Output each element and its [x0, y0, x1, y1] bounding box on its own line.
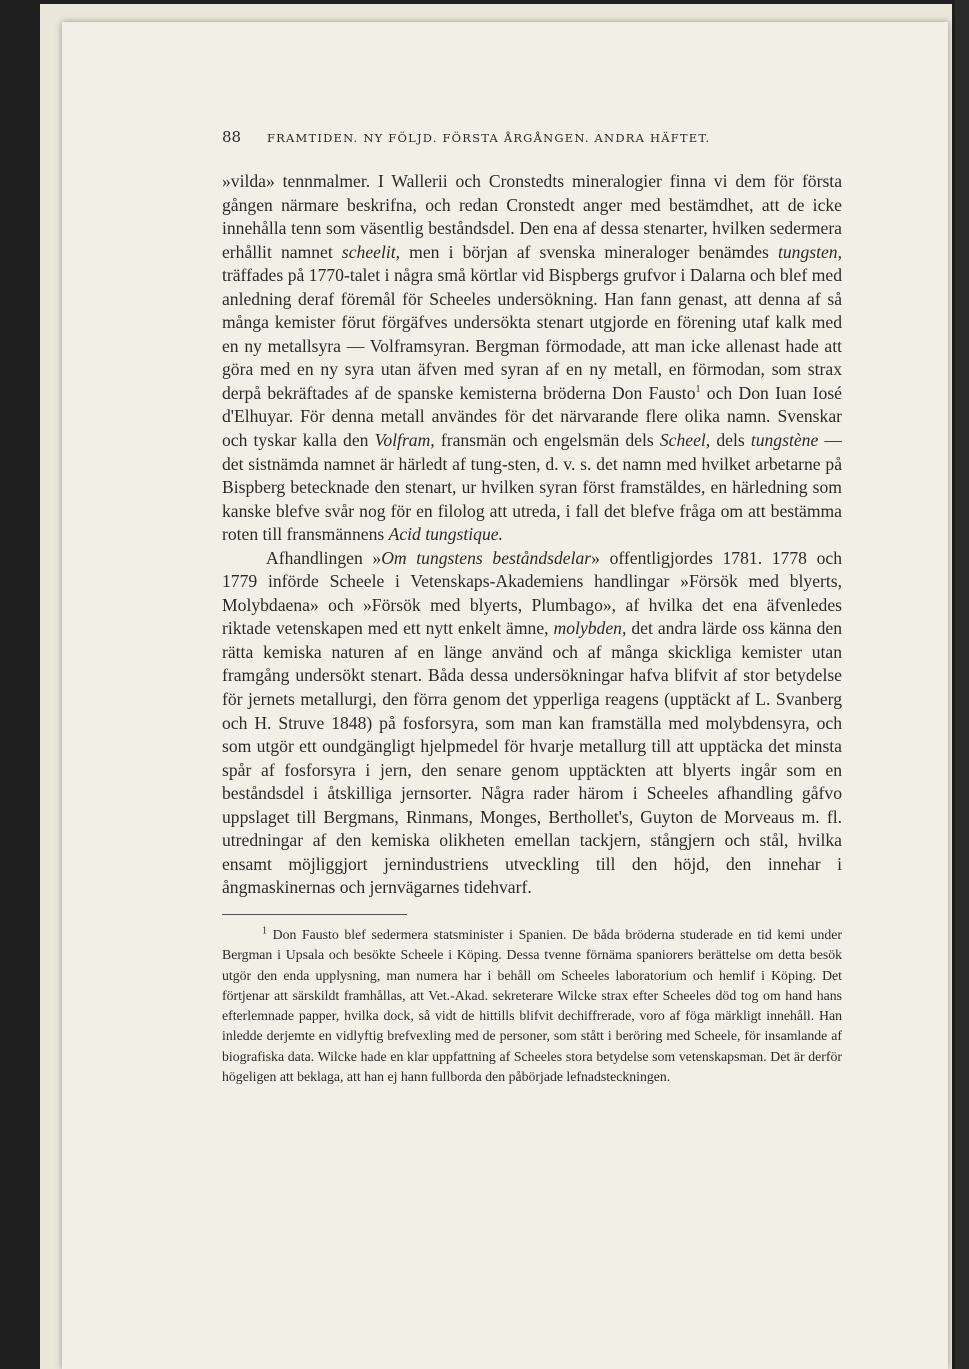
text-run: »vilda» tennmalmer. I Wallerii och Cronstedts mineralogier finna vi dem för första gången närmare beskrifna, och redan Cronstedt anger med bestämdhet, att de icke innehålla tenn som väsentlig beståndsdel. Den ena af dessa stenarter, hvilken sedermera erhållit namnet — [222, 171, 842, 262]
footnote-reference[interactable]: 1 — [695, 384, 701, 396]
footnote-marker: 1 — [262, 925, 267, 937]
journal-title: FRAMTIDEN. NY FÖLJD. FÖRSTA ÅRGÅNGEN. ANDRA HÄFTET. — [267, 131, 711, 145]
text-run: » offentligjordes 1781. 1778 och 1779 införde Scheele i Vetenskaps-Akademiens handlingar »Försök med blyerts, Molybdaena» och »Försök med blyerts, Plumbago», af hvilka det ena äfvenledes riktade vetenskapen med ett nytt enkelt ämne, — [222, 547, 843, 639]
running-head — [222, 128, 842, 150]
footnote-divider — [222, 914, 407, 915]
text-run: — det sistnämda namnet är härledt af tung-sten, d. v. s. det namn med hvilket arbetarne på Bispberg betecknade den stenart, ur hvilken syran först framstäldes, en härledning som kanske blefve svår nog för en filolog att utreda, i fall det blefve fråga om att bestämma roten till fransmännens — [222, 430, 843, 545]
footnote-text: Don Fausto blef sedermera statsminister i Spanien. De båda bröderna studerade en tid kemi under Bergman i Upsala och besökte Scheele i Köping. Dessa tvenne förnäma spaniorers berättelse om detta besök utgör den enda upplysning, man numera har i behåll om Scheeles laboratorium och hemlif i Köping. Det förtjenar att särskildt framhållas, att Vet.-Akad. sekreterare Wilcke strax efter Scheeles död tog om hand hans efterlemnade papper, hvilka dock, så vidt de hittills blifvit dechiffrerade, voro af föga märkligt innehåll. Han inledde derjemte en vidlyftig brefvexling med de personer, som stått i beröring med Scheele, för insamlande af biografiska data. Wilcke hade en klar uppfattning af Scheeles stora betydelse som vetenskapsman. Det är derför högeligen att beklaga, att han ej hann fullborda den påbörjade lefnadsteckningen. — [222, 926, 842, 1085]
italic-run: Om tungstens beståndsdelar — [381, 547, 592, 568]
text-run: och Don Iuan Iosé d'Elhuyar. För denna metall användes för det närvarande flere olika namn. Svenskar och tyskar kalla den — [222, 382, 842, 451]
italic-run: Scheel, — [659, 430, 711, 451]
italic-run: molybden, — [553, 618, 627, 639]
footnote — [222, 925, 842, 1087]
text-run: men i början af svenska mineraloger benämdes — [400, 241, 778, 262]
paragraph-1 — [222, 170, 842, 547]
italic-run: Acid tungstique. — [388, 524, 503, 545]
page-content — [222, 128, 842, 1087]
italic-run: tungstène — [750, 430, 819, 451]
paragraph-2 — [222, 547, 842, 900]
text-run: det andra lärde oss känna den rätta kemiska naturen af en länge använd och af många skickliga kemister utan framgång undersökt stenart. Båda dessa undersökningar hafva blifvit af stor betydelse för jernets metallurgi, den förra genom det ypperliga reagens (upptäckt af L. Svanberg och H. Struve 1848) på fosforsyra, som man kan framställa med molybdensyra, och som utgör ett oundgängligt hjelpmedel för hvarje metallurg till att upptäcka det minsta spår af fosforsyra i jern, den senare genom upptäckten att blyerts ingår som en beståndsdel i åtskilliga jernsorter. Några rader härom i Scheeles afhandling gåfvo uppslaget till Bergmans, Rinmans, Monges, Berthollet's, Guyton de Morveaus m. fl. utredningar af den kemiska olikheten emellan tackjern, stångjern och stål, hvilka ensamt möjliggjort jernindustriens utveckling till den höjd, den innehar i ångmaskinernas och jernvägarnes tidehvarf. — [222, 618, 842, 898]
italic-run: scheelit, — [341, 241, 401, 262]
text-run: dels — [710, 430, 751, 451]
italic-run: tungsten, — [777, 241, 842, 262]
italic-run: Volfram, — [374, 430, 435, 451]
page-number: 88 — [222, 128, 242, 146]
text-run: fransmän och engelsmän dels — [434, 430, 660, 451]
text-run: träffades på 1770-talet i några små körtlar vid Bispbergs grufvor i Dalarna och blef med anledning deraf föremål för Scheeles undersökning. Han fann genast, att denna af så många kemister förut förgäfves undersökta stenart utgjorde en förening utaf kalk med en ny metallsyra — Volframsyran. Bergman förmodade, att man icke allenast hade att göra med en ny syra utan äfven med syran af en ny metall, en förmodan, som strax derpå bekräftades af de spanske kemisterna bröderna Don Fausto — [222, 265, 842, 403]
scan-edge — [955, 0, 969, 1369]
text-run: Afhandlingen » — [266, 547, 382, 568]
